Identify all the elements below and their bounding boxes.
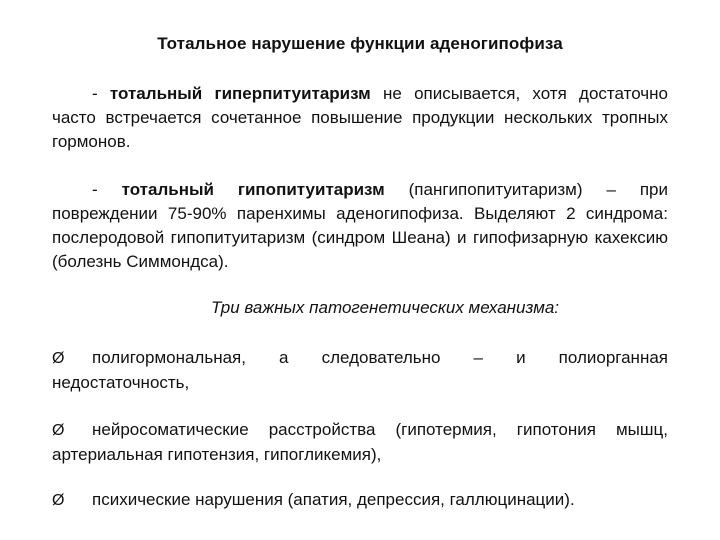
paragraph-prefix: - [92,180,122,199]
list-item-text: психические нарушения (апатия, депрессия, галлюцинации). [92,490,575,509]
list-item-text: полигормональная, а следовательно – и полиорганная недостаточность, [52,348,668,392]
term-hypopituitarism: тотальный гипопитуитаризм [121,180,385,199]
list-item [52,418,668,467]
paragraph-hyperpituitarism [52,82,668,154]
arrow-bullet-icon: Ø [52,422,65,439]
mechanisms-subtitle: Три важных патогенетических механизма: [210,298,560,317]
list-item [52,346,668,395]
paragraph-hypopituitarism [52,178,668,274]
list-item-text: нейросоматические расстройства (гипотермия, гипотония мышц, артериальная гипотензия, гипогликемия), [52,420,668,464]
paragraph-text: (пангипопитуитаризм) – при повреждении 75-90% паренхимы аденогипофиза. Выделяют 2 синдрома: послеродовой гипопитуитаризм (синдром Шеана) и гипофизарную кахексию (болезнь Симмондса). [52,180,669,271]
term-hyperpituitarism: тотальный гиперпитуитаризм [109,84,371,103]
list-item [52,488,668,513]
paragraph-prefix: - [92,84,110,103]
slide-title: Тотальное нарушение функции аденогипофиза [157,34,563,53]
arrow-bullet-icon: Ø [52,350,65,367]
paragraph-text: не описывается, хотя достаточно часто встречается сочетанное повышение продукции нескольких тропных гормонов. [52,84,668,151]
arrow-bullet-icon: Ø [52,492,65,509]
